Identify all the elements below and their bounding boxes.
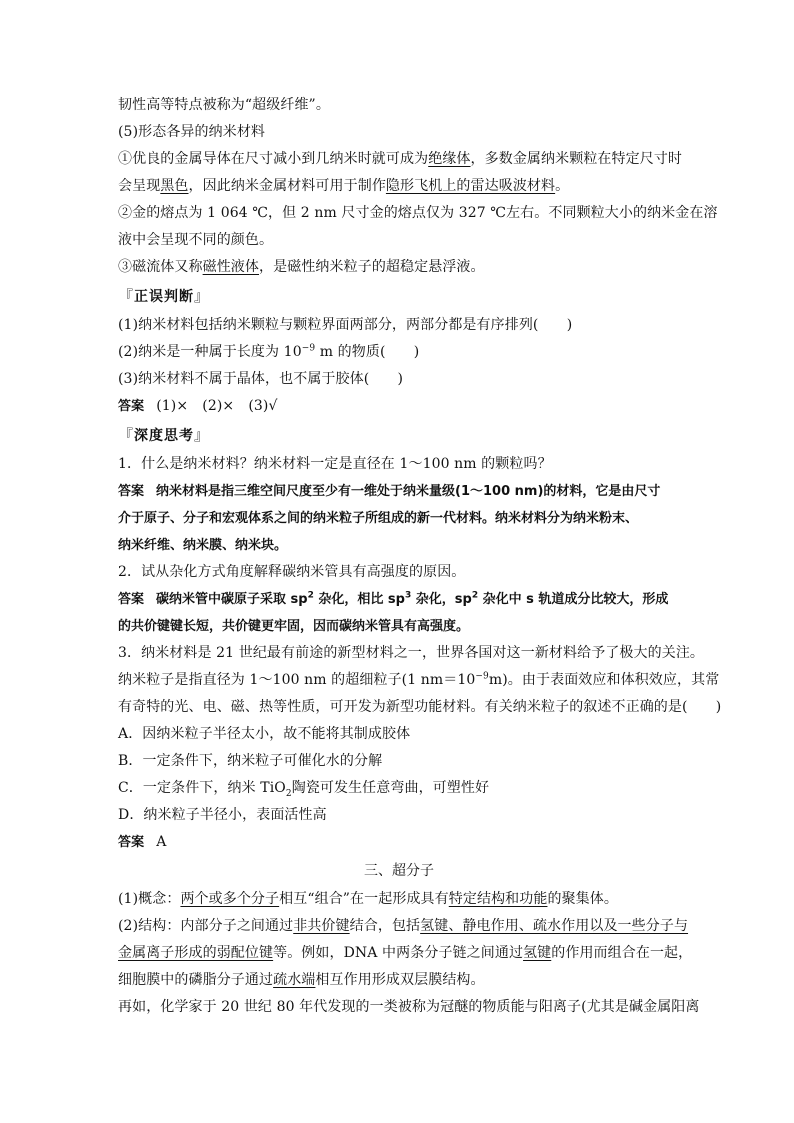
- section-title-supramolecule: 三、超分子: [364, 863, 434, 879]
- option-a: A．因纳米粒子半径太小，故不能将其制成胶体: [118, 726, 411, 742]
- text-line: 液中会呈现不同的颜色。: [118, 232, 274, 248]
- judge-question-1: (1)纳米材料包括纳米颗粒与颗粒界面两部分，两部分都是有序排列( ): [118, 317, 573, 333]
- supra-concept: (1)概念：两个或多个分子相互“组合”在一起形成具有特定结构和功能的聚集体。: [118, 891, 618, 907]
- supra-structure-cont: 细胞膜中的磷脂分子通过疏水端相互作用形成双层膜结构。: [118, 972, 485, 988]
- text-line: ③磁流体又称磁性液体，是磁性纳米粒子的超稳定悬浮液。: [118, 259, 485, 275]
- deep-question-2: 2．试从杂化方式角度解释碳纳米管具有高强度的原因。: [118, 564, 466, 580]
- section-title-judge: 『正误判断』: [118, 287, 211, 305]
- document-page: [118, 92, 722, 1021]
- supra-example: 再如，化学家于 20 世纪 80 年代发现的一类被称为冠醚的物质能与阳离子(尤其是碱金属阳离: [118, 999, 700, 1015]
- subheading-nano-shapes: (5)形态各异的纳米材料: [118, 124, 266, 140]
- deep-question-3-cont: 纳米粒子是指直径为 1～100 nm 的超细粒子(1 $nm=10^{-9}m$)。由于表面效应和体积效应，其常: [118, 671, 720, 688]
- deep-answer-3: 答案 A: [118, 834, 167, 850]
- section-title-deep: 『深度思考』: [118, 426, 211, 444]
- deep-answer-1: 答案 纳米材料是指三维空间尺度至少有一维处于纳米量级(1～100 nm)的材料，它是由尺寸: [118, 484, 661, 499]
- judge-answer: 答案 (1)× (2)× (3)√: [118, 398, 278, 414]
- deep-answer-1-cont: 纳米纤维、纳米膜、纳米块。: [118, 538, 288, 553]
- text-line: 会呈现黑色，因此纳米金属材料可用于制作隐形飞机上的雷达吸波材料。: [118, 178, 570, 194]
- option-c: C．一定条件下，纳米 TiO$_2$陶瓷可发生任意弯曲，可塑性好: [118, 780, 490, 799]
- text-line: ①优良的金属导体在尺寸减小到几纳米时就可成为绝缘体，多数金属纳米颗粒在特定尺寸时: [118, 151, 683, 167]
- deep-question-3-cont: 有奇特的光、电、磁、热等性质，可开发为新型功能材料。有关纳米粒子的叙述不正确的是( ): [118, 699, 722, 715]
- supra-structure: (2)结构：内部分子之间通过非共价键结合，包括氢键、静电作用、疏水作用以及一些分子与: [118, 918, 689, 934]
- supra-structure-cont: 金属离子形成的弱配位键等。例如，DNA 中两条分子链之间通过氢键的作用而组合在一起，: [118, 945, 693, 961]
- deep-answer-2: 答案 碳纳米管中碳原子采取 $sp^2$ 杂化，相比 $sp^3$ 杂化，$sp^2$ 杂化中 s 轨道成分比较大，形成: [118, 590, 669, 607]
- text-line: ②金的熔点为 1 064 ℃，但 2 nm 尺寸金的熔点仅为 327 ℃左右。不同颗粒大小的纳米金在溶: [118, 205, 718, 221]
- deep-question-1: 1．什么是纳米材料？纳米材料一定是直径在 1～100 nm 的颗粒吗？: [118, 456, 552, 472]
- deep-answer-2-cont: 的共价键键长短，共价键更牢固，因而碳纳米管具有高强度。: [118, 619, 470, 634]
- deep-answer-1-cont: 介于原子、分子和宏观体系之间的纳米粒子所组成的新一代材料。纳米材料分为纳米粉末、: [118, 511, 639, 526]
- text-line: 韧性高等特点被称为“超级纤维”。: [118, 97, 330, 113]
- option-b: B．一定条件下，纳米粒子可催化水的分解: [118, 753, 383, 769]
- deep-question-3: 3．纳米材料是 21 世纪最有前途的新型材料之一，世界各国对这一新材料给予了极大的关注。: [118, 645, 705, 661]
- judge-question-2: (2)纳米是一种属于长度为 $10^{-9}$ m 的物质( ): [118, 343, 420, 360]
- option-d: D．纳米粒子半径小，表面活性高: [118, 807, 327, 823]
- judge-question-3: (3)纳米材料不属于晶体，也不属于胶体( ): [118, 371, 404, 387]
